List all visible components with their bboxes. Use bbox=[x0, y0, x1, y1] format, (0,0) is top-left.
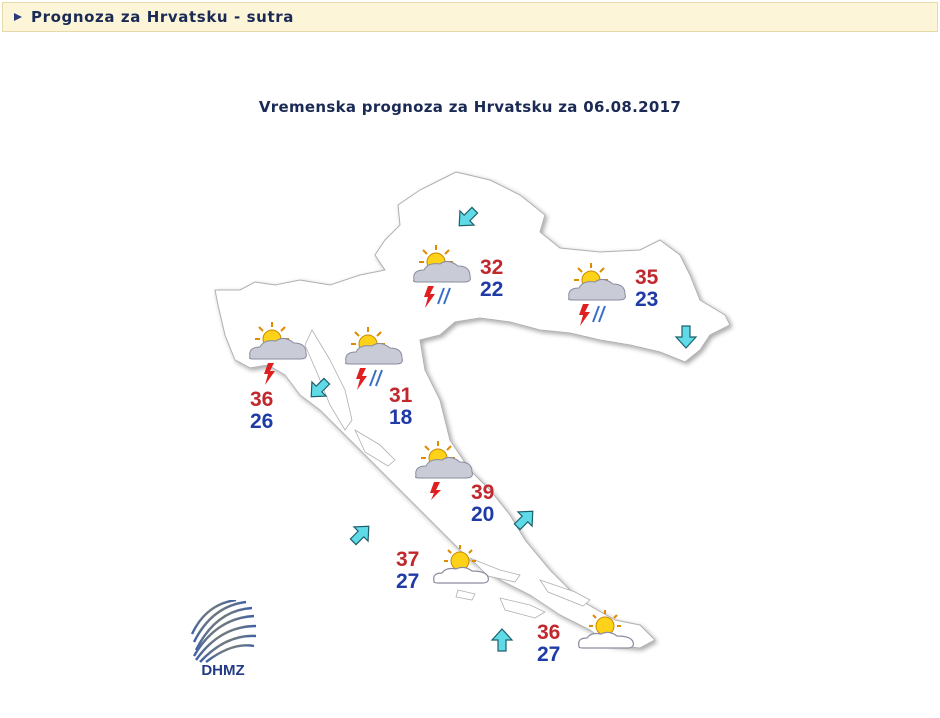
temp-max-zagreb: 32 bbox=[480, 256, 504, 279]
temp-min-split: 27 bbox=[396, 570, 420, 593]
temp-min-zagreb: 22 bbox=[480, 278, 504, 301]
temp-max-dalmacija-sjever: 39 bbox=[471, 481, 495, 504]
temp-min-dalmacija-sjever: 20 bbox=[471, 503, 495, 526]
sun-cloud-thunder-rain-icon bbox=[563, 258, 631, 328]
temp-min-istra: 26 bbox=[250, 410, 274, 433]
temp-max-osijek: 35 bbox=[635, 266, 659, 289]
dhmz-logo-text: DHMZ bbox=[201, 662, 245, 679]
temp-min-lika: 18 bbox=[389, 406, 413, 429]
map-title: Vremenska prognoza za Hrvatsku za 06.08.2017 bbox=[258, 98, 682, 116]
temp-max-split: 37 bbox=[396, 548, 420, 571]
wind-arrow-south-west-icon bbox=[306, 376, 332, 402]
temp-min-osijek: 23 bbox=[635, 288, 659, 311]
sun-cloud-thunder-rain-icon bbox=[340, 322, 408, 392]
sun-cloud-thunder-icon bbox=[244, 317, 312, 387]
sun-cloud-icon bbox=[575, 608, 639, 652]
sun-cloud-thunder-rain-icon bbox=[408, 240, 476, 310]
wind-arrow-south-west-icon bbox=[454, 205, 480, 231]
temp-min-dubrovnik: 27 bbox=[537, 643, 561, 666]
section-title: Prognoza za Hrvatsku - sutra bbox=[31, 8, 294, 26]
temp-max-dubrovnik: 36 bbox=[537, 621, 561, 644]
wind-arrow-north-east-icon bbox=[348, 521, 374, 547]
temp-max-istra: 36 bbox=[250, 388, 274, 411]
temp-max-lika: 31 bbox=[389, 384, 413, 407]
wind-arrow-north-icon bbox=[489, 627, 515, 653]
sun-cloud-thunder-icon bbox=[410, 436, 478, 506]
sun-cloud-icon bbox=[430, 543, 494, 587]
wind-arrow-south-icon bbox=[673, 324, 699, 350]
wind-arrow-north-east-icon bbox=[512, 506, 538, 532]
